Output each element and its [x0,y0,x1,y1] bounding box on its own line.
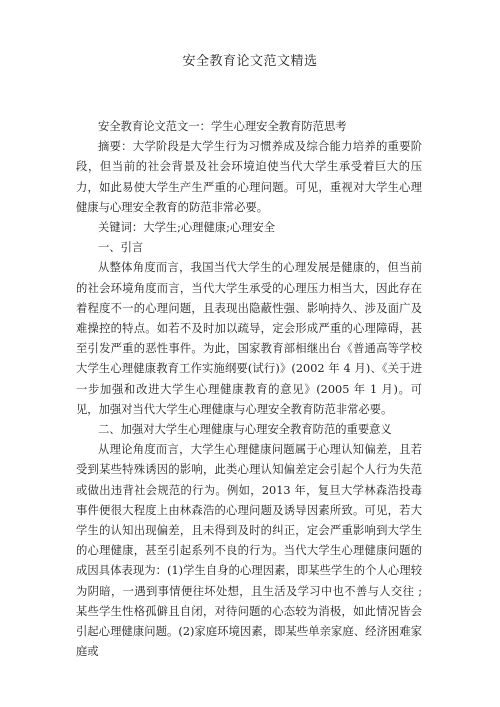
section-heading-introduction: 一、引言 [98,241,144,255]
abstract-paragraph: 摘要：大学阶段是大学生行为习惯养成及综合能力培养的重要阶段，但当前的社会背景及社会环境迫使当代大学生承受着巨大的压力，如此易使大学生产生严重的心理问题。可见，重视对大学生心理健康与心理安全教育的防范非常必要。 [76,140,422,214]
document-title: 安全教育论文范文精选 [182,54,318,69]
introduction-paragraph: 从整体角度而言，我国当代大学生的心理发展是健康的，但当前的社会环境角度而言，当代大学生承受的心理压力相当大，因此存在着程度不一的心理问题，且表现出隐蔽性强、影响持久、涉及面广及难操控的特点。如若不及时加以疏导，定会形成严重的心理障碍，甚至引发严重的恶性事件。为此，国家教育部相继出台《普通高等学校大学生心理健康教育工作实施纲要(试行)》(2002 年 4 月)、《关于进一步加强和改进大学生心理健康教育的意见》(2005 年 1 月)。可见，加强对当代大学生心理健康与心理安全教育防范非常必要。 [76,261,422,416]
article-heading: 安全教育论文范文一：学生心理安全教育防范思考 [98,120,347,133]
section-heading-importance: 二、加强对大学生心理健康与心理安全教育防范的重要意义 [98,423,392,437]
keywords-line: 关键词：大学生;心理健康;心理安全 [98,221,276,235]
importance-paragraph: 从理论角度而言，大学生心理健康问题属于心理认知偏差，且若受到某些特殊诱因的影响，此类心理认知偏差定会引起个人行为失范或做出违背社会规范的行为。例如，2013 年，复旦大学林森浩投毒事件便很大程度上由林森浩的心理问题及诱导因素所致。可见，若大学生的认知出现偏差，且未得到及时的纠正，定会严重影响到大学生的心理健康，甚至引起系列不良的行为。当代大学生心理健康问题的成因具体表现为：(1)学生自身的心理因素，即某些学生的个人心理较为阴暗，一遇到事情便往坏处想，且生活及学习中也不善与人交往 ;某些学生性格孤僻且自闭，对待问题的心态较为消极，如此情况皆会引起心理健康问题。(2)家庭环境因素，即某些单亲家庭、经济困难家庭或 [76,443,422,659]
document-body [76,117,422,662]
